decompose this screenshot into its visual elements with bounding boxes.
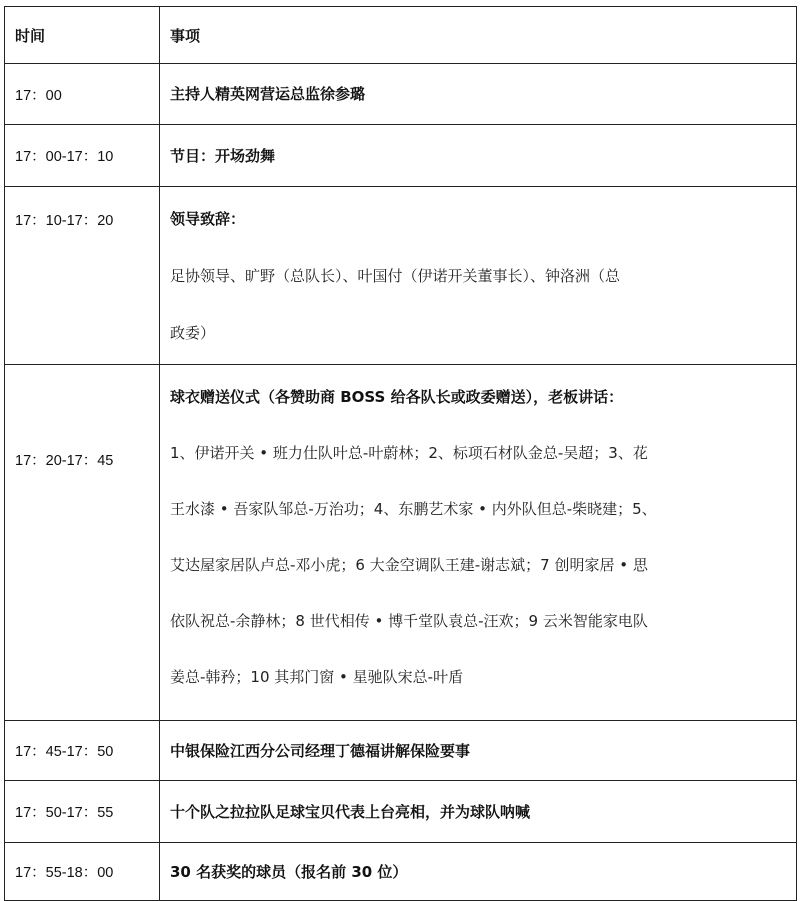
header-item: 事项	[160, 7, 797, 64]
item-cell	[160, 125, 797, 187]
item-line: 艾达屋家居队卢总-邓小虎；6 大金空调队王建-谢志斌；7 创明家居 • 思	[170, 556, 648, 574]
time-cell: 17：00-17：10	[5, 125, 160, 187]
item-cell	[160, 365, 797, 721]
item-cell	[160, 781, 797, 843]
table-row	[5, 64, 797, 125]
table-row	[5, 721, 797, 781]
table-row	[5, 843, 797, 901]
item-line: 节目：开场劲舞	[170, 146, 276, 165]
time-cell: 17：50-17：55	[5, 781, 160, 843]
item-line: 1、伊诺开关 • 班力仕队叶总-叶蔚林；2、标项石材队金总-吴超；3、花	[170, 444, 648, 462]
time-cell: 17：20-17：45	[5, 365, 160, 721]
item-line: 依队祝总-余静林；8 世代相传 • 博千堂队袁总-汪欢；9 云米智能家电队	[170, 612, 648, 630]
item-line: 王水漆 • 吾家队邹总-万治功；4、东鹏艺术家 • 内外队但总-柴晓建；5、	[170, 500, 657, 518]
header-time: 时间	[5, 7, 160, 64]
item-cell	[160, 721, 797, 781]
item-line: 主持人精英网营运总监徐参璐	[170, 85, 366, 103]
schedule-table	[4, 6, 797, 901]
header-row	[5, 7, 797, 64]
table-row	[5, 365, 797, 721]
table-row	[5, 781, 797, 843]
time-cell: 17：00	[5, 64, 160, 125]
item-line: 政委）	[170, 324, 216, 342]
item-line: 足协领导、旷野（总队长）、叶国付（伊诺开关董事长）、钟洛洲（总	[170, 267, 621, 285]
item-line: 领导致辞：	[170, 210, 246, 228]
time-cell: 17：45-17：50	[5, 721, 160, 781]
item-cell	[160, 187, 797, 365]
table-row	[5, 125, 797, 187]
item-cell	[160, 64, 797, 125]
item-cell	[160, 843, 797, 901]
time-cell: 17：55-18：00	[5, 843, 160, 901]
item-line: 30 名获奖的球员（报名前 30 位）	[170, 862, 408, 881]
table-row	[5, 187, 797, 365]
item-line: 中银保险江西分公司经理丁德福讲解保险要事	[170, 741, 471, 760]
item-line: 姜总-韩矜；10 其邦门窗 • 星驰队宋总-叶盾	[170, 668, 464, 686]
time-cell: 17：10-17：20	[5, 187, 160, 365]
item-line: 十个队之拉拉队足球宝贝代表上台亮相，并为球队呐喊	[170, 802, 531, 821]
item-line: 球衣赠送仪式（各赞助商 BOSS 给各队长或政委赠送），老板讲话：	[170, 388, 624, 406]
